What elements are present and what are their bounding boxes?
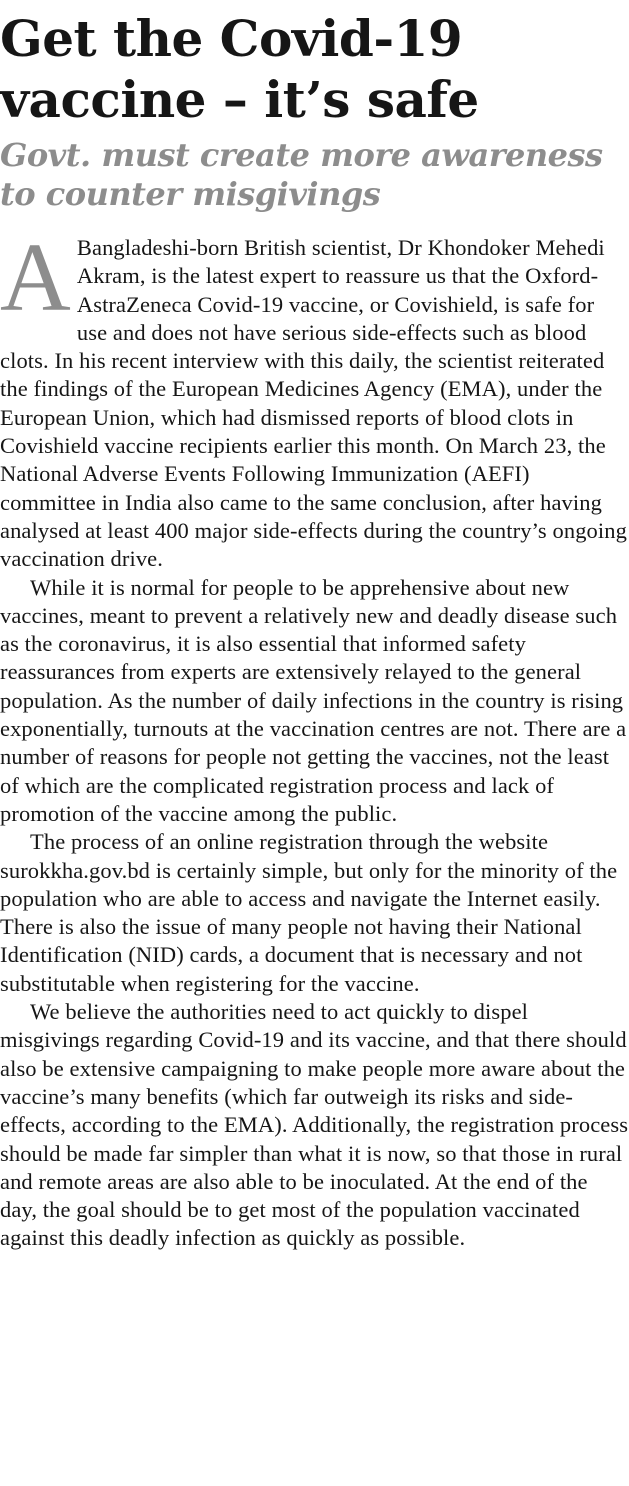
headline: Get the Covid-19 vaccine – it’s safe <box>0 9 479 129</box>
paragraph-2: While it is normal for people to be apprehensive about new vaccines, meant to prevent a relatively new and deadly disease such as the coronavirus, it is also essential that informed safety reassurances from experts are extensively relayed to the general population. As the number of daily infections in the country is rising exponentially, turnouts at the vaccination centres are not. There are a number of reasons for people not getting the vaccines, not the least of which are the complicated registration process and lack of promotion of the vaccine among the public. <box>0 574 627 826</box>
subheadline: Govt. must create more awareness to counter misgivings <box>0 136 603 213</box>
paragraph-1-text: Bangladeshi-born British scientist, Dr Khondoker Mehedi Akram, is the latest expert to reassure us that the Oxford-AstraZeneca Covid-19 vaccine, or Covishield, is safe for use and does not have serious side-effects such as blood clots. In his recent interview with this daily, the scientist reiterated the findings of the European Medicines Agency (EMA), under the European Union, which had dismissed reports of blood clots in Covishield vaccine recipients earlier this month. On March 23, the National Adverse Events Following Immunization (AEFI) committee in India also came to the same conclusion, after having analysed at least 400 major side-effects during the country’s ongoing vaccination drive. <box>0 235 627 572</box>
paragraph-4: We believe the authorities need to act quickly to dispel misgivings regarding Covid-19 and its vaccine, and that there should also be extensive campaigning to make people more aware about the vaccine’s many benefits (which far outweigh its risks and side-effects, according to the EMA). Additionally, the registration process should be made far simpler than what it is now, so that those in rural and remote areas are also able to be inoculated. At the end of the day, the goal should be to get most of the population vaccinated against this deadly infection as quickly as possible. <box>0 999 629 1251</box>
drop-cap: A <box>0 224 71 332</box>
paragraph-1 <box>0 224 629 574</box>
article-body <box>0 224 629 1253</box>
paragraph-3: The process of an online registration through the website surokkha.gov.bd is certainly simple, but only for the minority of the population who are able to access and navigate the Internet easily. There is also the issue of many people not having their National Identification (NID) cards, a document that is necessary and not substitutable when registering for the vaccine. <box>0 829 618 996</box>
